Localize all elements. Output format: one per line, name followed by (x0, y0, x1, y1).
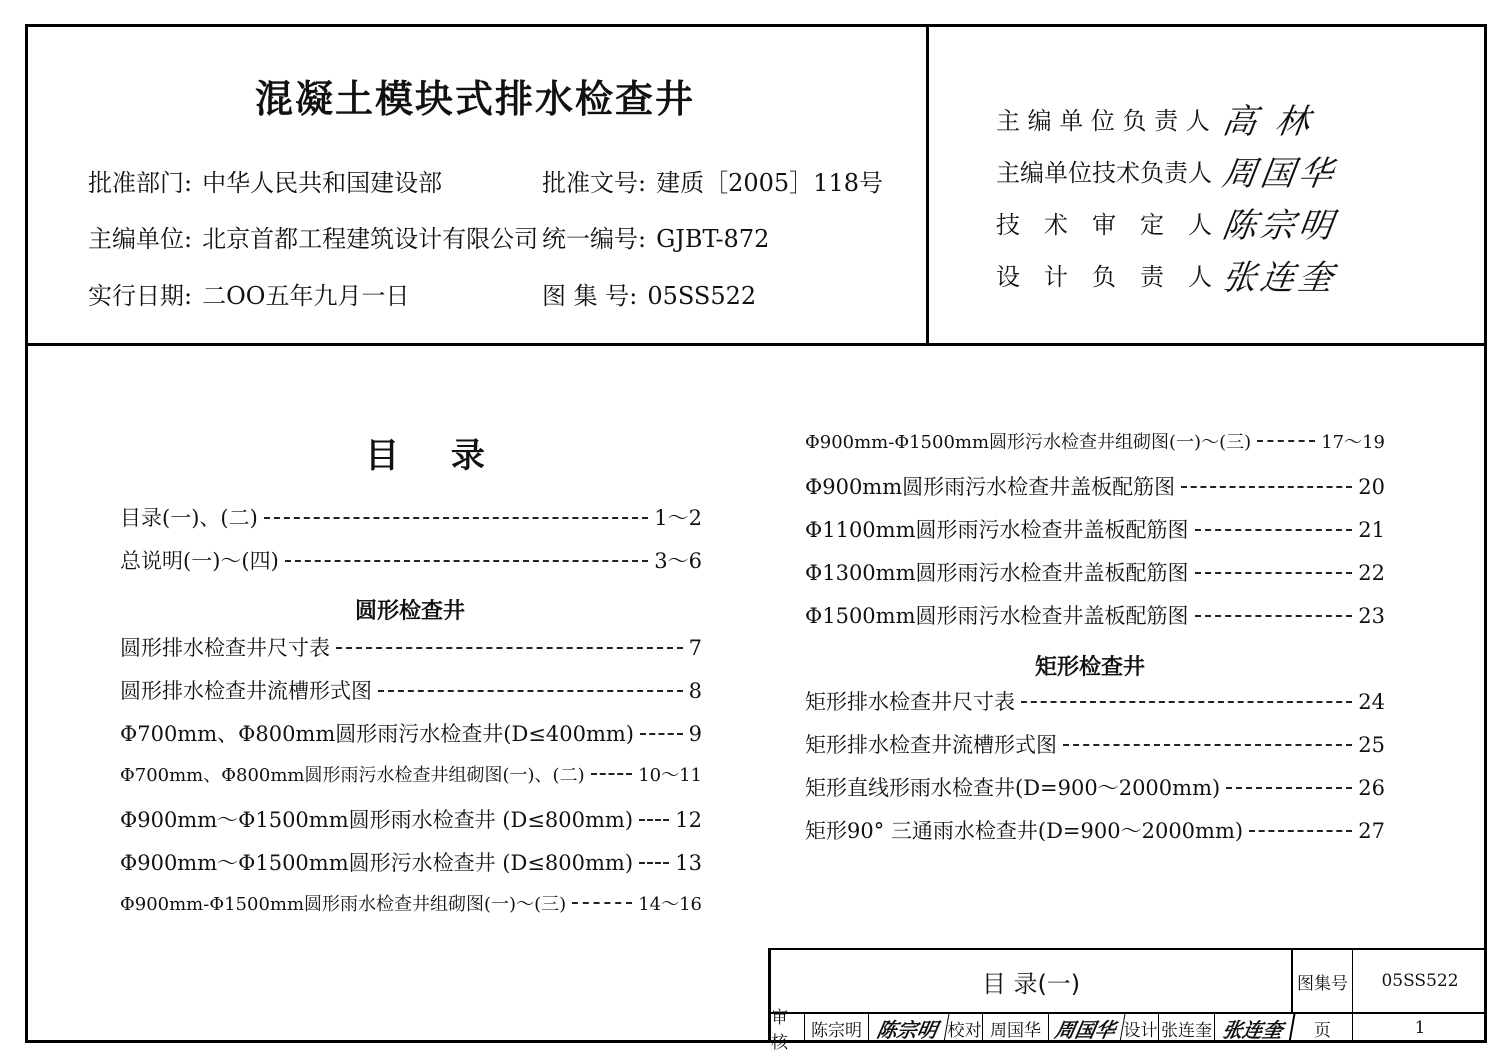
toc-right-round-items (805, 428, 1385, 643)
atlas-number-value: 05SS522 (647, 282, 757, 310)
toc-entry-page: 24 (1358, 690, 1385, 714)
leader-line (1195, 615, 1353, 617)
page-label: 页 (1293, 1014, 1353, 1042)
editing-unit-label: 主编单位: (88, 225, 193, 253)
atlas-number-label: 图集号 (1293, 950, 1353, 1012)
toc-entry-text: Φ900mm～Φ1500mm圆形污水检查井 (D≤800mm) (120, 851, 634, 875)
toc-entry[interactable] (805, 471, 1385, 514)
header-divider (25, 343, 1487, 346)
signature-role: 技 术 审 定 人 (996, 210, 1212, 239)
toc-entry-text: 矩形直线形雨水检查井(D=900～2000mm) (805, 776, 1221, 800)
review-signature: 陈宗明 (867, 1014, 950, 1042)
leader-line (1226, 787, 1352, 789)
toc-entry[interactable] (805, 428, 1385, 471)
toc-entry[interactable] (120, 761, 702, 804)
toc-entry-page: 26 (1358, 776, 1385, 800)
section-title-round: 圆形检查井 (354, 599, 465, 624)
atlas-number-value: 05SS522 (1381, 971, 1459, 991)
signature-role: 主编单位技术负责人 (996, 158, 1212, 187)
editing-unit-value: 北京首都工程建筑设计有限公司 (202, 225, 539, 253)
check-label: 校对 (947, 1014, 983, 1042)
toc-entry[interactable] (805, 815, 1385, 858)
leader-line (378, 690, 683, 692)
toc-entry-text: 圆形排水检查井流槽形式图 (120, 679, 372, 703)
toc-left-general (120, 502, 702, 588)
approval-department-label: 批准部门: (88, 169, 193, 197)
toc-entry-text: Φ1300mm圆形雨污水检查井盖板配筋图 (805, 561, 1189, 585)
toc-entry-page: 8 (688, 679, 702, 703)
toc-entry-page: 9 (688, 722, 702, 746)
leader-line (1249, 830, 1352, 832)
toc-entry[interactable] (805, 557, 1385, 600)
toc-entry[interactable] (805, 729, 1385, 772)
editing-unit (88, 219, 538, 254)
effective-date-label: 实行日期: (88, 282, 193, 310)
toc-entry[interactable] (120, 847, 702, 890)
toc-entry-page: 1～2 (654, 506, 702, 530)
header-vertical-divider (926, 24, 929, 344)
toc-entry[interactable] (120, 632, 702, 675)
review-name: 陈宗明 (805, 1014, 869, 1042)
leader-line (1195, 572, 1353, 574)
toc-entry-page: 3～6 (654, 549, 702, 573)
toc-right-rect-items (805, 686, 1385, 858)
toc-entry-page: 27 (1358, 819, 1385, 843)
approval-department-value: 中华人民共和国建设部 (202, 169, 443, 197)
toc-entry[interactable] (805, 772, 1385, 815)
design-label: 设计 (1123, 1014, 1159, 1042)
toc-entry-page: 14～16 (638, 894, 702, 915)
signature-role: 主 编 单 位 负 责 人 (996, 106, 1210, 135)
leader-line (640, 733, 683, 735)
toc-entry-text: Φ900mm-Φ1500mm圆形雨水检查井组砌图(一)～(三) (120, 894, 567, 915)
toc-entry-page: 13 (675, 851, 702, 875)
leader-line (1195, 529, 1353, 531)
toc-entry-page: 10～11 (638, 765, 702, 786)
toc-title: 目 录 (365, 436, 485, 476)
toc-entry-text: 矩形90° 三通雨水检查井(D=900～2000mm) (805, 819, 1244, 843)
atlas-number (542, 276, 756, 311)
toc-entry-text: Φ900mm-Φ1500mm圆形污水检查井组砌图(一)～(三) (805, 432, 1252, 453)
leader-line (639, 819, 669, 821)
approval-number-value: 建质［2005］118号 (656, 169, 883, 197)
title-block (768, 948, 1487, 1053)
check-signature: 周国华 (1047, 1014, 1126, 1042)
signature-row (996, 248, 1340, 300)
design-name: 张连奎 (1159, 1014, 1215, 1042)
leader-line (639, 862, 669, 864)
toc-entry-page: 21 (1358, 518, 1385, 542)
unified-number (542, 219, 769, 254)
handwritten-signature: 张连奎 (1219, 257, 1340, 298)
toc-entry-page: 17～19 (1321, 432, 1385, 453)
leader-line (264, 517, 648, 519)
leader-line (591, 773, 633, 775)
toc-entry-page: 12 (675, 808, 702, 832)
toc-entry-text: 总说明(一)～(四) (120, 549, 279, 573)
toc-entry-text: 圆形排水检查井尺寸表 (120, 636, 330, 660)
signature-row (996, 92, 1337, 144)
toc-entry[interactable] (120, 675, 702, 718)
toc-entry[interactable] (120, 502, 702, 545)
section-title-rect: 矩形检查井 (1034, 655, 1145, 680)
signature-role: 设 计 负 责 人 (996, 262, 1212, 291)
toc-entry-text: Φ700mm、Φ800mm圆形雨污水检查井组砌图(一)、(二) (120, 765, 585, 786)
handwritten-signature: 陈宗明 (1219, 205, 1340, 246)
toc-entry-text: Φ900mm～Φ1500mm圆形雨水检查井 (D≤800mm) (120, 808, 634, 832)
toc-entry-text: 矩形排水检查井流槽形式图 (805, 733, 1057, 757)
leader-line (1021, 701, 1352, 703)
toc-entry[interactable] (120, 718, 702, 761)
leader-line (336, 647, 683, 649)
approval-department (88, 163, 442, 198)
handwritten-signature: 高 林 (1219, 101, 1317, 142)
toc-entry[interactable] (805, 686, 1385, 729)
page-number: 1 (1414, 1018, 1426, 1038)
toc-entry-page: 7 (688, 636, 702, 660)
effective-date (88, 276, 409, 311)
document-title: 混凝土模块式排水检查井 (254, 77, 695, 121)
leader-line (1063, 744, 1352, 746)
toc-entry-text: Φ900mm圆形雨污水检查井盖板配筋图 (805, 475, 1176, 499)
leader-line (1257, 440, 1315, 442)
leader-line (285, 560, 648, 562)
toc-entry[interactable] (120, 890, 702, 933)
toc-entry-page: 20 (1358, 475, 1385, 499)
toc-entry-page: 25 (1358, 733, 1385, 757)
toc-entry-text: 目录(一)、(二) (120, 506, 258, 530)
design-signature: 张连奎 (1213, 1014, 1296, 1042)
signature-row (996, 196, 1340, 248)
sheet-name: 目 录(一) (771, 950, 1293, 1012)
toc-entry[interactable] (120, 804, 702, 847)
toc-entry-text: Φ1500mm圆形雨污水检查井盖板配筋图 (805, 604, 1189, 628)
leader-line (572, 902, 632, 904)
signature-row (996, 144, 1340, 196)
approval-number (542, 163, 883, 198)
leader-line (1181, 486, 1352, 488)
toc-entry-page: 22 (1358, 561, 1385, 585)
approval-number-label: 批准文号: (542, 169, 647, 197)
review-label: 审核 (771, 1014, 805, 1042)
signature-block (996, 92, 1340, 300)
toc-entry[interactable] (120, 545, 702, 588)
check-name: 周国华 (983, 1014, 1049, 1042)
toc-entry-page: 23 (1358, 604, 1385, 628)
toc-entry-text: 矩形排水检查井尺寸表 (805, 690, 1015, 714)
toc-entry[interactable] (805, 514, 1385, 557)
title-block-signature-row (771, 1008, 1487, 1053)
unified-number-label: 统一编号: (542, 225, 647, 253)
toc-left-items (120, 632, 702, 933)
unified-number-value: GJBT-872 (656, 225, 770, 253)
toc-entry-text: Φ1100mm圆形雨污水检查井盖板配筋图 (805, 518, 1189, 542)
handwritten-signature: 周国华 (1219, 153, 1340, 194)
toc-entry[interactable] (805, 600, 1385, 643)
effective-date-value: 二OO五年九月一日 (202, 282, 410, 310)
toc-entry-text: Φ700mm、Φ800mm圆形雨污水检查井(D≤400mm) (120, 722, 634, 746)
atlas-number-label: 图 集 号: (542, 282, 638, 310)
